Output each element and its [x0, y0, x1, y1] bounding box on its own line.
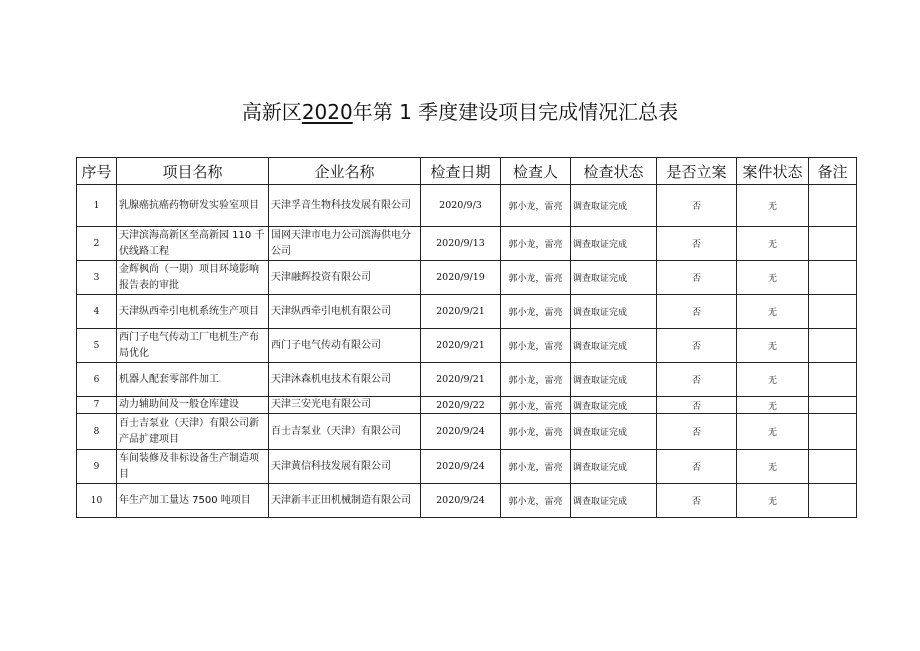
cell-status: 调查取证完成	[571, 185, 657, 227]
cell-status: 调查取证完成	[571, 329, 657, 363]
cell-date: 2020/9/13	[421, 227, 501, 261]
cell-case-status: 无	[737, 363, 809, 397]
cell-inspector: 郭小龙，雷亮	[501, 414, 571, 450]
cell-note	[809, 363, 857, 397]
cell-note	[809, 450, 857, 484]
title-suffix: 年第 1 季度建设项目完成情况汇总表	[352, 100, 679, 124]
cell-note	[809, 227, 857, 261]
cell-seq: 6	[77, 363, 117, 397]
cell-status: 调查取证完成	[571, 414, 657, 450]
cell-project: 天津滨海高新区至高新园 110 千伏线路工程	[117, 227, 269, 261]
cell-date: 2020/9/24	[421, 414, 501, 450]
cell-inspector: 郭小龙，雷亮	[501, 363, 571, 397]
cell-case-status: 无	[737, 414, 809, 450]
cell-date: 2020/9/24	[421, 450, 501, 484]
cell-note	[809, 295, 857, 329]
cell-date: 2020/9/24	[421, 484, 501, 518]
header-date: 检查日期	[421, 158, 501, 185]
cell-date: 2020/9/3	[421, 185, 501, 227]
cell-seq: 5	[77, 329, 117, 363]
table-body	[77, 185, 857, 518]
cell-inspector: 郭小龙，雷亮	[501, 261, 571, 295]
cell-filed: 否	[657, 185, 737, 227]
cell-date: 2020/9/22	[421, 397, 501, 414]
header-status: 检查状态	[571, 158, 657, 185]
cell-status: 调查取证完成	[571, 397, 657, 414]
table-row	[77, 397, 857, 414]
header-company: 企业名称	[269, 158, 421, 185]
cell-seq: 4	[77, 295, 117, 329]
cell-filed: 否	[657, 484, 737, 518]
cell-project: 金辉枫尚（一期）项目环境影响报告表的审批	[117, 261, 269, 295]
table-row	[77, 414, 857, 450]
title-prefix: 高新区	[241, 100, 302, 124]
header-project: 项目名称	[117, 158, 269, 185]
cell-company: 天津黄信科技发展有限公司	[269, 450, 421, 484]
header-inspector: 检查人	[501, 158, 571, 185]
cell-filed: 否	[657, 295, 737, 329]
cell-filed: 否	[657, 227, 737, 261]
summary-table	[76, 157, 857, 518]
cell-note	[809, 414, 857, 450]
header-filed: 是否立案	[657, 158, 737, 185]
cell-status: 调查取证完成	[571, 450, 657, 484]
cell-case-status: 无	[737, 227, 809, 261]
table-row	[77, 484, 857, 518]
cell-case-status: 无	[737, 261, 809, 295]
cell-note	[809, 185, 857, 227]
cell-company: 天津纵西牵引电机有限公司	[269, 295, 421, 329]
cell-date: 2020/9/21	[421, 329, 501, 363]
cell-project: 年生产加工量达 7500 吨项目	[117, 484, 269, 518]
cell-project: 动力辅助间及一般仓库建设	[117, 397, 269, 414]
cell-seq: 8	[77, 414, 117, 450]
cell-case-status: 无	[737, 295, 809, 329]
table-row	[77, 227, 857, 261]
table-row	[77, 329, 857, 363]
cell-filed: 否	[657, 414, 737, 450]
cell-project: 车间装修及非标设备生产制造项目	[117, 450, 269, 484]
cell-inspector: 郭小龙，雷亮	[501, 185, 571, 227]
cell-note	[809, 397, 857, 414]
table-row	[77, 363, 857, 397]
cell-inspector: 郭小龙，雷亮	[501, 329, 571, 363]
cell-company: 国网天津市电力公司滨海供电分公司	[269, 227, 421, 261]
title-year: 2020	[301, 100, 353, 124]
cell-inspector: 郭小龙，雷亮	[501, 450, 571, 484]
cell-case-status: 无	[737, 484, 809, 518]
cell-company: 天津融辉投资有限公司	[269, 261, 421, 295]
cell-inspector: 郭小龙，雷亮	[501, 295, 571, 329]
page-title	[0, 96, 920, 125]
cell-filed: 否	[657, 329, 737, 363]
cell-status: 调查取证完成	[571, 363, 657, 397]
cell-case-status: 无	[737, 450, 809, 484]
cell-case-status: 无	[737, 185, 809, 227]
cell-filed: 否	[657, 397, 737, 414]
header-note: 备注	[809, 158, 857, 185]
cell-date: 2020/9/21	[421, 295, 501, 329]
cell-case-status: 无	[737, 397, 809, 414]
header-case-status: 案件状态	[737, 158, 809, 185]
cell-filed: 否	[657, 261, 737, 295]
cell-status: 调查取证完成	[571, 295, 657, 329]
cell-filed: 否	[657, 450, 737, 484]
header-seq: 序号	[77, 158, 117, 185]
table-row	[77, 261, 857, 295]
cell-company: 天津沐森机电技术有限公司	[269, 363, 421, 397]
cell-note	[809, 484, 857, 518]
cell-note	[809, 329, 857, 363]
cell-project: 机器人配套零部件加工	[117, 363, 269, 397]
cell-company: 天津孚音生物科技发展有限公司	[269, 185, 421, 227]
cell-status: 调查取证完成	[571, 261, 657, 295]
cell-project: 乳腺癌抗癌药物研发实验室项目	[117, 185, 269, 227]
cell-project: 西门子电气传动工厂电机生产布局优化	[117, 329, 269, 363]
cell-seq: 3	[77, 261, 117, 295]
cell-project: 百士吉泵业（天津）有限公司新产品扩建项目	[117, 414, 269, 450]
table-row	[77, 185, 857, 227]
header-row	[77, 158, 857, 185]
cell-seq: 1	[77, 185, 117, 227]
cell-seq: 9	[77, 450, 117, 484]
cell-inspector: 郭小龙，雷亮	[501, 397, 571, 414]
cell-case-status: 无	[737, 329, 809, 363]
cell-seq: 10	[77, 484, 117, 518]
cell-note	[809, 261, 857, 295]
cell-company: 天津新丰正田机械制造有限公司	[269, 484, 421, 518]
table-row	[77, 295, 857, 329]
cell-date: 2020/9/21	[421, 363, 501, 397]
cell-project: 天津纵西牵引电机系统生产项目	[117, 295, 269, 329]
cell-company: 百士吉泵业（天津）有限公司	[269, 414, 421, 450]
cell-company: 天津三安光电有限公司	[269, 397, 421, 414]
cell-inspector: 郭小龙，雷亮	[501, 484, 571, 518]
cell-seq: 2	[77, 227, 117, 261]
table-row	[77, 450, 857, 484]
cell-seq: 7	[77, 397, 117, 414]
cell-filed: 否	[657, 363, 737, 397]
cell-status: 调查取证完成	[571, 227, 657, 261]
cell-company: 西门子电气传动有限公司	[269, 329, 421, 363]
cell-status: 调查取证完成	[571, 484, 657, 518]
cell-date: 2020/9/19	[421, 261, 501, 295]
cell-inspector: 郭小龙，雷亮	[501, 227, 571, 261]
